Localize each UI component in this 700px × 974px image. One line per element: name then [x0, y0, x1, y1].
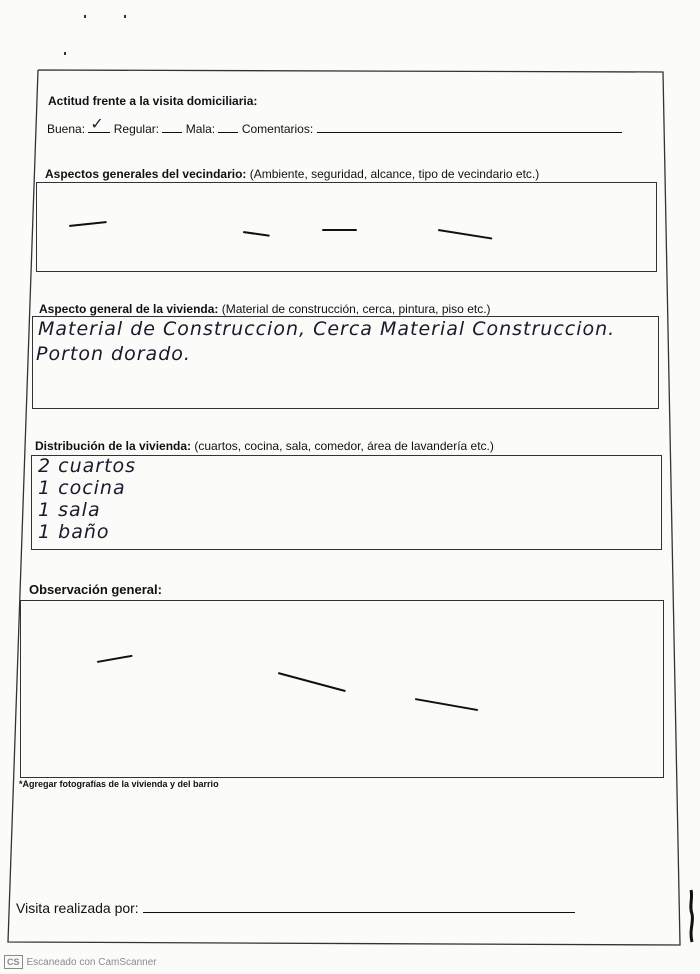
attitude-title: Actitud frente a la visita domiciliaria: [48, 94, 258, 108]
visited-by-label: Visita realizada por: [16, 900, 139, 916]
housing-heading [39, 302, 491, 316]
housing-title: Aspecto general de la vivienda: [39, 302, 219, 316]
option-mala-label: Mala: [185, 122, 216, 136]
comments-label: Comentarios: [241, 122, 314, 136]
attitude-row [47, 116, 622, 136]
observation-title: Observación general: [29, 582, 162, 597]
camscanner-logo-icon: CS [4, 955, 23, 969]
distribution-title: Distribución de la vivienda: [35, 439, 192, 453]
photo-note: *Agregar fotografías de la vivienda y del barrio [19, 779, 219, 789]
option-mala-field[interactable] [218, 122, 238, 133]
housing-line-2: Porton dorado. [36, 343, 191, 365]
distribution-line-4: 1 baño [38, 521, 110, 543]
comments-field[interactable] [317, 122, 622, 133]
visited-by-row [16, 900, 575, 916]
handwritten-dash [322, 229, 357, 231]
option-regular-field[interactable] [162, 122, 182, 133]
neighborhood-field[interactable] [36, 182, 657, 272]
option-regular-label: Regular: [113, 122, 160, 136]
checkmark-icon: ✓ [90, 116, 104, 133]
visited-by-field[interactable] [143, 900, 575, 913]
distribution-heading [35, 439, 494, 453]
neighborhood-heading [45, 167, 539, 181]
watermark-text: Escaneado con CamScanner [26, 956, 157, 968]
neighborhood-title: Aspectos generales del vecindario: [45, 167, 247, 181]
housing-hint: (Material de construcción, cerca, pintura, piso etc.) [221, 302, 491, 316]
distribution-line-2: 1 cocina [38, 477, 126, 499]
option-buena-field[interactable] [88, 116, 110, 133]
option-buena-label: Buena: [47, 122, 86, 136]
distribution-line-3: 1 sala [38, 499, 101, 521]
scanner-watermark [4, 955, 157, 969]
neighborhood-hint: (Ambiente, seguridad, alcance, tipo de vecindario etc.) [249, 167, 540, 181]
distribution-line-1: 2 cuartos [38, 455, 137, 477]
housing-line-1: Material de Construccion, Cerca Material Construccion. [38, 318, 616, 340]
distribution-hint: (cuartos, cocina, sala, comedor, área de lavandería etc.) [194, 439, 494, 453]
margin-signature [684, 888, 698, 944]
